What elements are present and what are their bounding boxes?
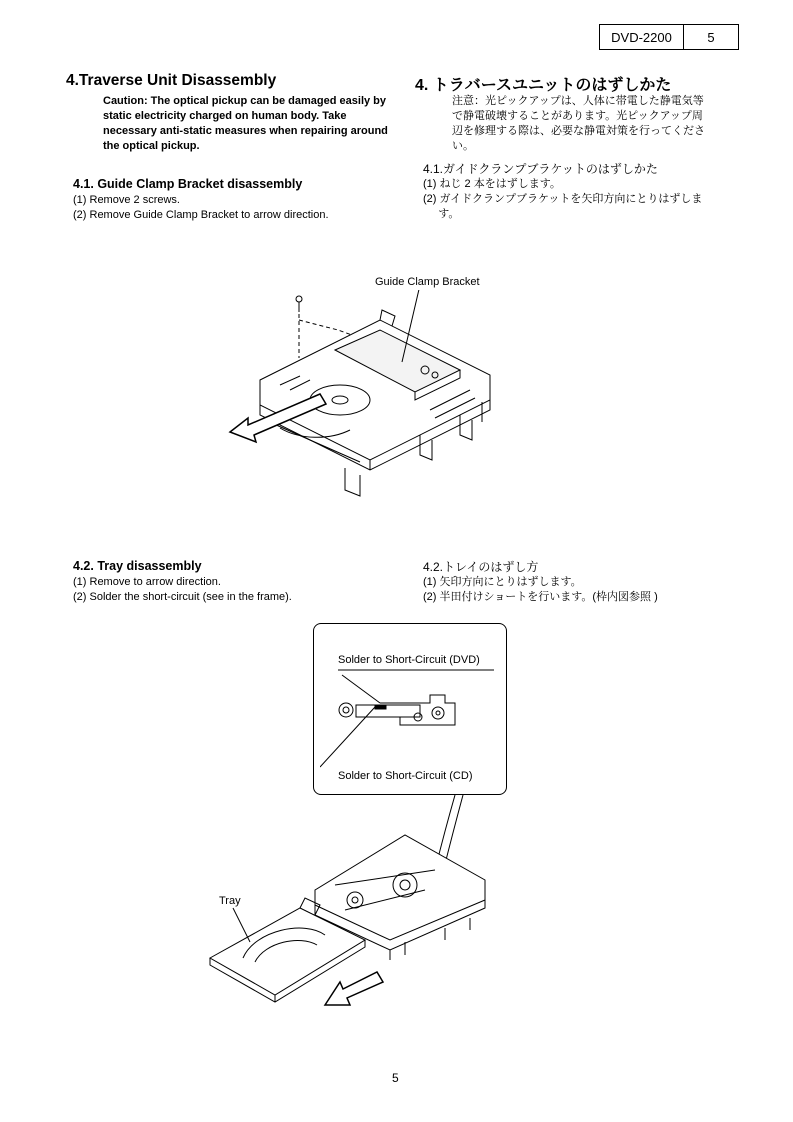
- step-4-1-2b-jp: す。: [423, 208, 460, 220]
- caution-jp-line-1: 注意：光ピックアップは、人体に帯電した静電気等: [452, 95, 704, 107]
- step-4-1-2-jp: (2) ガイドクランプブラケットを矢印方向にとりはずしま: [423, 193, 703, 205]
- step-4-2-2-en: (2) Solder the short-circuit (see in the frame).: [73, 591, 292, 603]
- caution-jp-line-2: で静電破壊することがあります。光ピックアップ周: [452, 110, 703, 122]
- caution-jp-line-4: い。: [452, 140, 474, 152]
- label-guide-clamp-bracket: Guide Clamp Bracket: [375, 276, 480, 288]
- subsection-4-2-title-en: 4.2. Tray disassembly: [73, 559, 202, 573]
- header-box: [599, 24, 739, 50]
- screw-icon: [296, 296, 302, 312]
- guide-clamp-bracket-diagram: [220, 290, 520, 500]
- subsection-4-2-title-jp: 4.2.トレイのはずし方: [423, 560, 539, 574]
- model-number: DVD-2200: [600, 25, 684, 49]
- section-title-en: 4.Traverse Unit Disassembly: [66, 72, 277, 89]
- label-tray: Tray: [219, 895, 241, 907]
- subsection-4-1-title-jp: 4.1.ガイドクランプブラケットのはずしかた: [423, 162, 658, 176]
- step-4-2-1-en: (1) Remove to arrow direction.: [73, 576, 221, 588]
- pickup-detail-diagram: [320, 665, 500, 775]
- tray-disassembly-diagram: [205, 790, 495, 1010]
- label-solder-dvd: Solder to Short-Circuit (DVD): [338, 654, 480, 666]
- caution-jp-line-3: 辺を修理する際は、必要な静電対策を行ってくださ: [452, 125, 705, 137]
- step-4-1-1-jp: (1) ねじ 2 本をはずします。: [423, 178, 561, 190]
- subsection-4-1-title-en: 4.1. Guide Clamp Bracket disassembly: [73, 177, 303, 191]
- section-title-jp: 4. トラバースユニットのはずしかた: [415, 77, 672, 94]
- label-solder-cd: Solder to Short-Circuit (CD): [338, 770, 473, 782]
- step-4-1-1-en: (1) Remove 2 screws.: [73, 194, 180, 206]
- step-4-2-1-jp: (1) 矢印方向にとりはずします。: [423, 576, 582, 588]
- step-4-1-2-en: (2) Remove Guide Clamp Bracket to arrow direction.: [73, 209, 329, 221]
- footer-page-number: 5: [392, 1071, 399, 1085]
- caution-en: Caution: The optical pickup can be damaged easily by static electricity charged on human body. Take necessary anti-static measures when repairing around the optical pickup.: [103, 95, 388, 152]
- step-4-2-2-jp: (2) 半田付けショートを行います。(枠内図参照 ): [423, 591, 658, 603]
- header-page-number: 5: [707, 29, 715, 45]
